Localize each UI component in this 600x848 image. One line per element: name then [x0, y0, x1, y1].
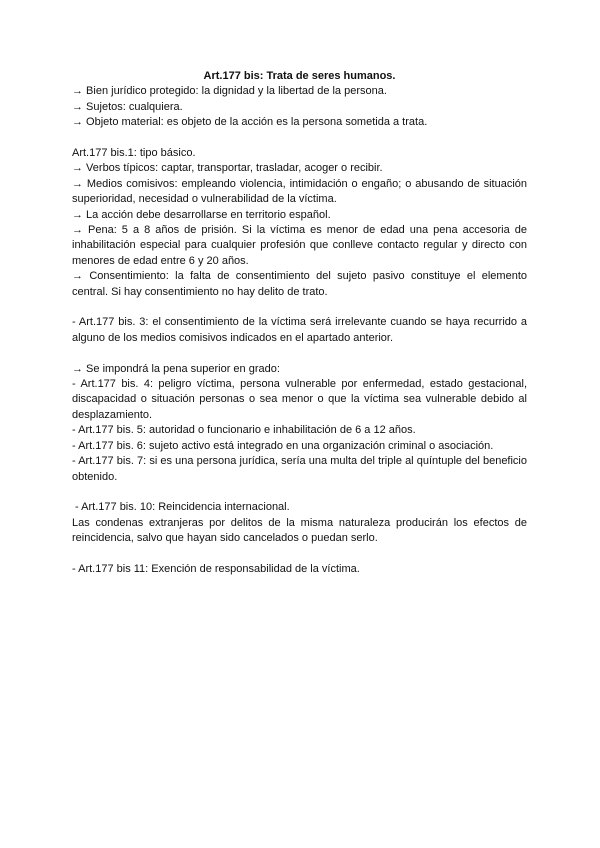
spacer	[72, 547, 527, 562]
section1-item: → Verbos típicos: captar, transportar, trasladar, acoger o recibir.	[72, 162, 383, 175]
section2-paragraph: - Art.177 bis. 3: el consentimiento de la víctima será irrelevante cuando se haya recurrido a alguno de los medios comisivos indicados en el apartado anterior.	[72, 316, 527, 344]
section1-item: → Medios comisivos: empleando violencia, intimidación o engaño; o abusando de situación superioridad, necesidad o vulnerabilidad de la víctima.	[72, 177, 527, 206]
section1-item: → Consentimiento: la falta de consentimiento del sujeto pasivo constituye el elemento central. Si hay consentimiento no hay delito de trato.	[72, 270, 527, 298]
section1-item: → Pena: 5 a 8 años de prisión. Si la víctima es menor de edad una pena accesoria de inhabilitación especial para cualquier profesión que conlleve contacto regular y directo con menores de edad entre 6 y 20 años.	[72, 224, 527, 267]
intro-line: → Bien jurídico protegido: la dignidad y la libertad de la persona.	[72, 85, 387, 98]
section3-item: - Art.177 bis. 4: peligro víctima, persona vulnerable por enfermedad, estado gestacional, discapacidad o situación personas o sea menor o que la víctima sea vulnerable debido al desplazamiento.	[72, 378, 527, 421]
intro-line: → Objeto material: es objeto de la acción es la persona sometida a trata.	[72, 116, 428, 129]
spacer	[72, 300, 527, 315]
page-title: Art.177 bis: Trata de seres humanos.	[203, 70, 396, 82]
section3-item: - Art.177 bis. 6: sujeto activo está integrado en una organización criminal o asociación.	[72, 439, 494, 452]
section3-heading: → Se impondrá la pena superior en grado:	[72, 362, 280, 375]
section5-paragraph: - Art.177 bis 11: Exención de responsabilidad de la víctima.	[72, 562, 360, 575]
section1-item: → La acción debe desarrollarse en territorio español.	[72, 208, 331, 221]
spacer	[72, 485, 527, 500]
intro-line: → Sujetos: cualquiera.	[72, 100, 183, 113]
section3-item: - Art.177 bis. 7: si es una persona jurídica, sería una multa del triple al quíntuple del beneficio obtenido.	[72, 455, 527, 483]
spacer	[72, 131, 527, 146]
section4-paragraph: Las condenas extranjeras por delitos de la misma naturaleza producirán los efectos de reincidencia, salvo que hayan sido cancelados o puedan serlo.	[72, 516, 527, 545]
spacer	[72, 346, 527, 361]
document-body	[72, 69, 527, 577]
section4-heading: - Art.177 bis. 10: Reincidencia internacional.	[72, 501, 290, 514]
section3-item: - Art.177 bis. 5: autoridad o funcionario e inhabilitación de 6 a 12 años.	[72, 424, 416, 437]
section1-heading: Art.177 bis.1: tipo básico.	[72, 147, 196, 160]
